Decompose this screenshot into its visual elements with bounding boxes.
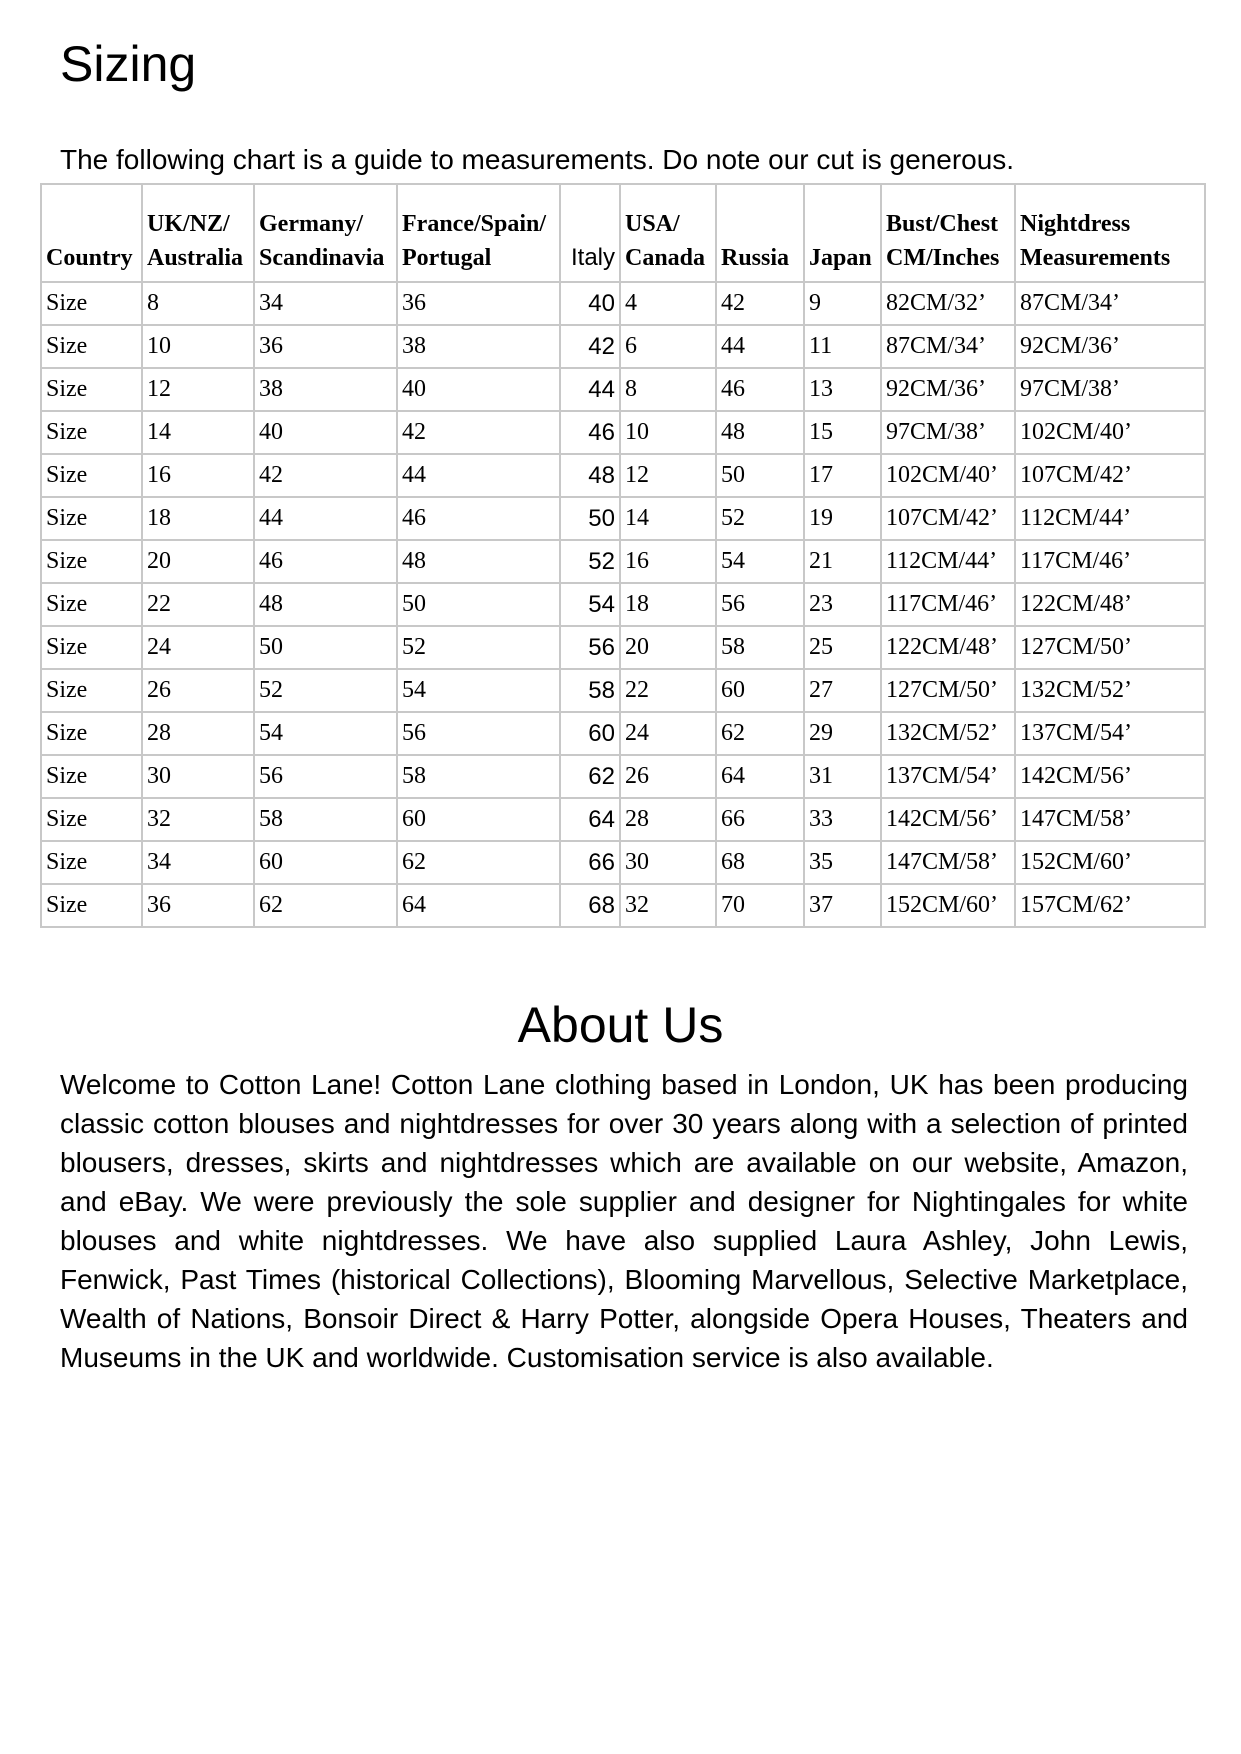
- table-row: [41, 282, 1205, 325]
- table-cell: 25: [804, 626, 881, 669]
- table-cell: 42: [254, 454, 397, 497]
- table-cell: 66: [716, 798, 804, 841]
- table-cell: 42: [716, 282, 804, 325]
- table-cell: 54: [254, 712, 397, 755]
- table-cell: 40: [560, 282, 620, 325]
- table-cell: 50: [254, 626, 397, 669]
- table-cell: 62: [397, 841, 560, 884]
- table-cell: 58: [397, 755, 560, 798]
- table-cell: 92CM/36’: [1015, 325, 1205, 368]
- table-cell: 62: [716, 712, 804, 755]
- table-cell: 56: [254, 755, 397, 798]
- table-cell: 127CM/50’: [1015, 626, 1205, 669]
- table-cell: 58: [560, 669, 620, 712]
- table-cell: 44: [254, 497, 397, 540]
- table-cell: 97CM/38’: [881, 411, 1015, 454]
- table-cell: Size: [41, 798, 142, 841]
- table-cell: 26: [142, 669, 254, 712]
- table-cell: 28: [620, 798, 716, 841]
- table-cell: 122CM/48’: [1015, 583, 1205, 626]
- column-header: Russia: [716, 184, 804, 282]
- table-cell: 48: [254, 583, 397, 626]
- table-cell: 8: [142, 282, 254, 325]
- sizing-heading: Sizing: [60, 36, 197, 92]
- table-cell: 15: [804, 411, 881, 454]
- table-cell: 62: [254, 884, 397, 927]
- column-header: Country: [41, 184, 142, 282]
- sizing-intro: The following chart is a guide to measurements. Do note our cut is generous.: [60, 144, 1015, 175]
- table-row: [41, 583, 1205, 626]
- table-cell: Size: [41, 454, 142, 497]
- table-row: [41, 454, 1205, 497]
- table-cell: Size: [41, 368, 142, 411]
- table-cell: 17: [804, 454, 881, 497]
- table-cell: Size: [41, 755, 142, 798]
- table-cell: 48: [716, 411, 804, 454]
- table-cell: 23: [804, 583, 881, 626]
- table-cell: 20: [142, 540, 254, 583]
- table-row: [41, 325, 1205, 368]
- table-cell: 92CM/36’: [881, 368, 1015, 411]
- table-cell: 10: [142, 325, 254, 368]
- table-cell: 4: [620, 282, 716, 325]
- table-cell: 13: [804, 368, 881, 411]
- table-cell: 44: [716, 325, 804, 368]
- table-cell: 68: [716, 841, 804, 884]
- table-cell: 87CM/34’: [1015, 282, 1205, 325]
- table-cell: 37: [804, 884, 881, 927]
- table-cell: 117CM/46’: [1015, 540, 1205, 583]
- table-cell: 46: [254, 540, 397, 583]
- table-cell: 21: [804, 540, 881, 583]
- column-header: Germany/ Scandinavia: [254, 184, 397, 282]
- table-cell: 157CM/62’: [1015, 884, 1205, 927]
- table-cell: Size: [41, 669, 142, 712]
- table-cell: 50: [397, 583, 560, 626]
- table-cell: 33: [804, 798, 881, 841]
- table-cell: 48: [560, 454, 620, 497]
- table-cell: 54: [397, 669, 560, 712]
- table-cell: 32: [620, 884, 716, 927]
- table-cell: 68: [560, 884, 620, 927]
- about-body-text: Welcome to Cotton Lane! Cotton Lane clothing based in London, UK has been producing classic cotton blouses and nightdresses for over 30 years along with a selection of printed blousers, dresses, skirts and nightdresses which are available on our website, Amazon, and eBay. We were previously the sole supplier and designer for Nightingales for white blouses and white nightdresses. We have also supplied Laura Ashley, John Lewis, Fenwick, Past Times (historical Collections), Blooming Marvellous, Selective Marketplace, Wealth of Nations, Bonsoir Direct & Harry Potter, alongside Opera Houses, Theaters and Museums in the UK and worldwide. Customisation service is also available.: [60, 1069, 1188, 1373]
- table-cell: 9: [804, 282, 881, 325]
- table-cell: 60: [397, 798, 560, 841]
- table-cell: 10: [620, 411, 716, 454]
- column-header: UK/NZ/ Australia: [142, 184, 254, 282]
- table-cell: 46: [560, 411, 620, 454]
- table-cell: 16: [620, 540, 716, 583]
- table-cell: 28: [142, 712, 254, 755]
- table-cell: 36: [142, 884, 254, 927]
- table-cell: 60: [254, 841, 397, 884]
- table-cell: 52: [716, 497, 804, 540]
- table-cell: Size: [41, 884, 142, 927]
- table-cell: 42: [560, 325, 620, 368]
- table-cell: 40: [397, 368, 560, 411]
- table-cell: 14: [142, 411, 254, 454]
- table-row: [41, 497, 1205, 540]
- table-cell: 19: [804, 497, 881, 540]
- table-cell: Size: [41, 626, 142, 669]
- table-cell: 122CM/48’: [881, 626, 1015, 669]
- table-cell: 52: [560, 540, 620, 583]
- table-cell: 16: [142, 454, 254, 497]
- table-cell: 6: [620, 325, 716, 368]
- table-cell: 34: [254, 282, 397, 325]
- table-cell: 87CM/34’: [881, 325, 1015, 368]
- table-cell: 44: [397, 454, 560, 497]
- table-cell: 30: [142, 755, 254, 798]
- table-cell: Size: [41, 540, 142, 583]
- table-cell: 36: [254, 325, 397, 368]
- table-cell: 22: [620, 669, 716, 712]
- table-cell: 66: [560, 841, 620, 884]
- table-cell: 14: [620, 497, 716, 540]
- table-cell: 60: [560, 712, 620, 755]
- table-cell: 42: [397, 411, 560, 454]
- table-cell: 58: [254, 798, 397, 841]
- table-row: [41, 411, 1205, 454]
- table-cell: Size: [41, 325, 142, 368]
- table-cell: 34: [142, 841, 254, 884]
- table-cell: 60: [716, 669, 804, 712]
- table-cell: 24: [142, 626, 254, 669]
- table-cell: 62: [560, 755, 620, 798]
- table-cell: 12: [620, 454, 716, 497]
- table-cell: 58: [716, 626, 804, 669]
- table-cell: 107CM/42’: [881, 497, 1015, 540]
- table-cell: 8: [620, 368, 716, 411]
- table-cell: 107CM/42’: [1015, 454, 1205, 497]
- table-row: [41, 368, 1205, 411]
- size-chart-table: [40, 183, 1206, 928]
- table-cell: 70: [716, 884, 804, 927]
- table-cell: 18: [142, 497, 254, 540]
- table-cell: 35: [804, 841, 881, 884]
- table-cell: 117CM/46’: [881, 583, 1015, 626]
- table-row: [41, 712, 1205, 755]
- table-cell: 36: [397, 282, 560, 325]
- size-chart-body: [41, 282, 1205, 927]
- table-cell: 46: [716, 368, 804, 411]
- table-cell: Size: [41, 411, 142, 454]
- table-cell: 132CM/52’: [1015, 669, 1205, 712]
- column-header: Italy: [560, 184, 620, 282]
- table-cell: 38: [397, 325, 560, 368]
- table-cell: 50: [560, 497, 620, 540]
- table-cell: 11: [804, 325, 881, 368]
- table-cell: 97CM/38’: [1015, 368, 1205, 411]
- table-cell: 142CM/56’: [1015, 755, 1205, 798]
- table-cell: 52: [254, 669, 397, 712]
- table-cell: 137CM/54’: [1015, 712, 1205, 755]
- table-cell: 64: [716, 755, 804, 798]
- table-cell: 46: [397, 497, 560, 540]
- table-row: [41, 626, 1205, 669]
- table-cell: 64: [560, 798, 620, 841]
- table-cell: 32: [142, 798, 254, 841]
- table-cell: Size: [41, 282, 142, 325]
- table-cell: 20: [620, 626, 716, 669]
- table-cell: 40: [254, 411, 397, 454]
- table-cell: 38: [254, 368, 397, 411]
- table-cell: Size: [41, 497, 142, 540]
- table-row: [41, 755, 1205, 798]
- table-cell: 152CM/60’: [1015, 841, 1205, 884]
- table-cell: 48: [397, 540, 560, 583]
- table-cell: 137CM/54’: [881, 755, 1015, 798]
- table-cell: 31: [804, 755, 881, 798]
- table-cell: 127CM/50’: [881, 669, 1015, 712]
- table-cell: 27: [804, 669, 881, 712]
- table-cell: 56: [560, 626, 620, 669]
- table-cell: 112CM/44’: [881, 540, 1015, 583]
- table-cell: 50: [716, 454, 804, 497]
- column-header: Japan: [804, 184, 881, 282]
- table-cell: Size: [41, 841, 142, 884]
- table-cell: 54: [716, 540, 804, 583]
- table-header-row: [41, 184, 1205, 282]
- table-row: [41, 669, 1205, 712]
- table-cell: 102CM/40’: [1015, 411, 1205, 454]
- table-cell: 29: [804, 712, 881, 755]
- table-cell: 112CM/44’: [1015, 497, 1205, 540]
- table-cell: 22: [142, 583, 254, 626]
- table-cell: Size: [41, 583, 142, 626]
- column-header: France/Spain/ Portugal: [397, 184, 560, 282]
- column-header: Bust/Chest CM/Inches: [881, 184, 1015, 282]
- table-row: [41, 841, 1205, 884]
- table-cell: 54: [560, 583, 620, 626]
- table-cell: 18: [620, 583, 716, 626]
- table-cell: 12: [142, 368, 254, 411]
- column-header: Nightdress Measurements: [1015, 184, 1205, 282]
- table-cell: 56: [716, 583, 804, 626]
- table-cell: 44: [560, 368, 620, 411]
- table-cell: 142CM/56’: [881, 798, 1015, 841]
- table-cell: 26: [620, 755, 716, 798]
- table-cell: Size: [41, 712, 142, 755]
- table-cell: 64: [397, 884, 560, 927]
- about-heading: About Us: [517, 997, 724, 1053]
- table-cell: 24: [620, 712, 716, 755]
- table-cell: 132CM/52’: [881, 712, 1015, 755]
- table-row: [41, 798, 1205, 841]
- table-cell: 147CM/58’: [881, 841, 1015, 884]
- table-row: [41, 540, 1205, 583]
- table-cell: 52: [397, 626, 560, 669]
- table-cell: 30: [620, 841, 716, 884]
- table-cell: 147CM/58’: [1015, 798, 1205, 841]
- table-cell: 56: [397, 712, 560, 755]
- table-row: [41, 884, 1205, 927]
- table-cell: 102CM/40’: [881, 454, 1015, 497]
- column-header: USA/ Canada: [620, 184, 716, 282]
- table-cell: 152CM/60’: [881, 884, 1015, 927]
- table-cell: 82CM/32’: [881, 282, 1015, 325]
